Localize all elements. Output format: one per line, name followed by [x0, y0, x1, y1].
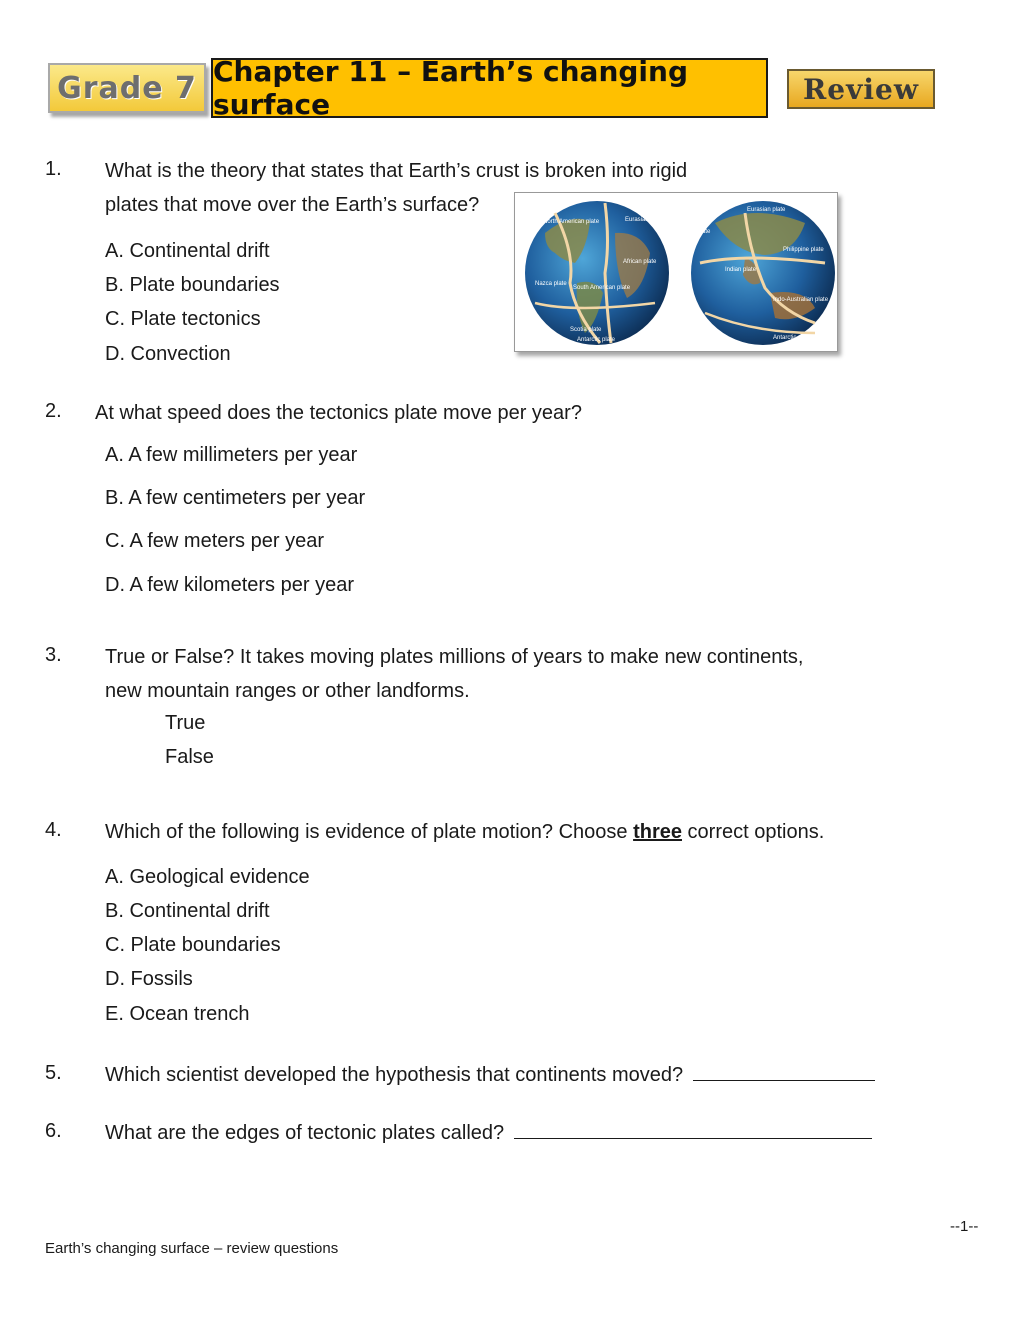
plate-label: African plate: [623, 259, 657, 265]
question-text-line: new mountain ranges or other landforms.: [105, 680, 470, 702]
answer-blank[interactable]: [514, 1118, 872, 1139]
question-text: [105, 640, 803, 708]
question-text: At what speed does the tectonics plate move per year?: [95, 402, 582, 424]
option-e[interactable]: E. Ocean trench: [105, 1003, 250, 1025]
question-number: 4.: [45, 819, 62, 841]
tectonic-globes-image: [514, 192, 838, 352]
question-text-line: True or False? It takes moving plates millions of years to make new continents,: [105, 646, 804, 668]
option-true[interactable]: True: [165, 712, 206, 734]
question-number: 5.: [45, 1062, 62, 1084]
review-badge: Review: [787, 69, 935, 109]
question-text-line: plates that move over the Earth’s surface?: [105, 194, 480, 216]
left-globe: [525, 201, 669, 345]
plate-label: Eurasian plate: [625, 217, 664, 223]
page-number: --1--: [950, 1218, 979, 1235]
question-text: [105, 815, 824, 849]
right-globe: [675, 201, 835, 345]
option-c[interactable]: C. Plate boundaries: [105, 934, 281, 956]
question-number: 2.: [45, 400, 62, 422]
chapter-title: Chapter 11 – Earth’s changing surface: [211, 58, 768, 118]
question-text: [105, 1058, 875, 1092]
answer-blank[interactable]: [693, 1060, 875, 1081]
plate-label: Antarctic plate: [773, 335, 812, 341]
option-d[interactable]: D. Fossils: [105, 968, 193, 990]
option-d[interactable]: D. Convection: [105, 343, 231, 365]
emphasis-three: three: [633, 821, 682, 843]
plate-label: South American plate: [573, 285, 631, 291]
option-false[interactable]: False: [165, 746, 214, 768]
question-text-part: Which of the following is evidence of plate motion? Choose: [105, 821, 634, 843]
grade-badge: Grade 7: [48, 63, 206, 113]
plate-label: Indo-Australian plate: [773, 297, 829, 303]
plate-label: North American plate: [543, 219, 600, 225]
plate-label: Scotia plate: [570, 327, 602, 333]
plate-label: Indian plate: [725, 267, 757, 273]
option-a[interactable]: A. A few millimeters per year: [105, 444, 358, 466]
option-b[interactable]: B. A few centimeters per year: [105, 487, 366, 509]
option-b[interactable]: B. Continental drift: [105, 900, 270, 922]
question-text: [105, 1116, 872, 1150]
plate-label: Eurasian plate: [747, 207, 786, 213]
question-text-part: What are the edges of tectonic plates called?: [105, 1122, 505, 1144]
option-c[interactable]: C. Plate tectonics: [105, 308, 261, 330]
plate-label: Nazca plate: [535, 281, 567, 287]
question-text-line: What is the theory that states that Earth’s crust is broken into rigid: [105, 160, 688, 182]
plate-label: Arabian plate: [675, 229, 711, 235]
question-text-part: correct options.: [681, 821, 825, 843]
plate-label: Antarctic plate: [577, 337, 616, 343]
question-number: 3.: [45, 644, 62, 666]
footer-caption: Earth’s changing surface – review questions: [45, 1240, 339, 1257]
option-d[interactable]: D. A few kilometers per year: [105, 574, 354, 596]
question-number: 6.: [45, 1120, 62, 1142]
option-a[interactable]: A. Geological evidence: [105, 866, 310, 888]
option-a[interactable]: A. Continental drift: [105, 240, 270, 262]
option-c[interactable]: C. A few meters per year: [105, 530, 324, 552]
question-text-part: Which scientist developed the hypothesis that continents moved?: [105, 1064, 684, 1086]
option-b[interactable]: B. Plate boundaries: [105, 274, 280, 296]
question-number: 1.: [45, 158, 62, 180]
plate-label: Philippine plate: [783, 247, 824, 253]
globes-illustration: [515, 193, 837, 351]
